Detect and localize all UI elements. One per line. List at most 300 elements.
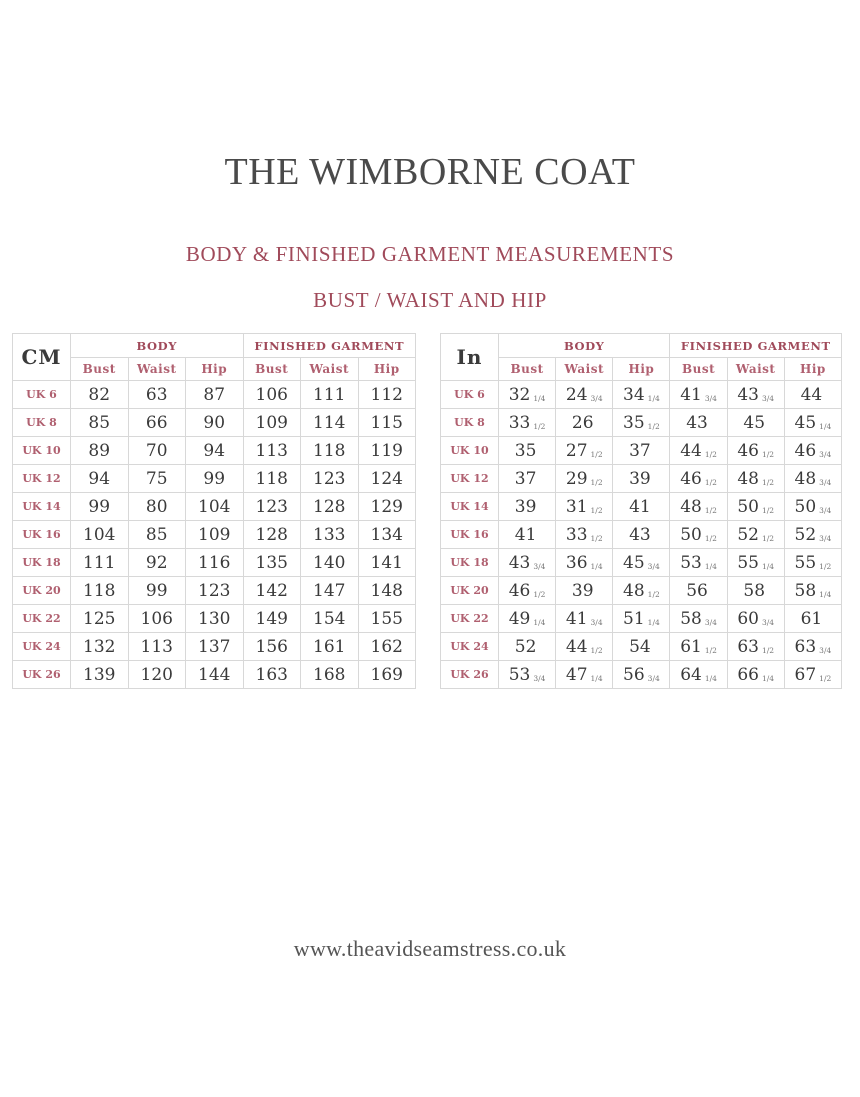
- whole-value: 66: [737, 664, 759, 685]
- measurement-cell: [727, 465, 784, 493]
- whole-value: 39: [571, 580, 594, 601]
- whole-value: 63: [737, 636, 759, 657]
- whole-value: 60: [737, 608, 759, 629]
- fraction-value: 3/4: [761, 393, 775, 403]
- table-row: [13, 605, 416, 633]
- measurement-cell: 132: [71, 633, 129, 661]
- size-label: UK 24: [13, 633, 71, 661]
- measurement-cell: [670, 381, 727, 409]
- measurement-cell: [727, 633, 784, 661]
- document-subtitle-measurements: BUST / WAIST AND HIP: [313, 288, 547, 312]
- column-header-bust: Bust: [71, 358, 129, 381]
- measurement-cell: 155: [358, 605, 416, 633]
- fraction-value: 3/4: [590, 393, 603, 403]
- fraction-value: 3/4: [819, 505, 832, 515]
- measurement-cell: [499, 437, 556, 465]
- measurement-cell: 75: [128, 465, 186, 493]
- unit-label: In: [441, 334, 499, 381]
- whole-value: 45: [794, 412, 817, 433]
- measurement-cell: 116: [186, 549, 244, 577]
- measurement-cell: [499, 605, 556, 633]
- group-header-body: BODY: [71, 334, 244, 358]
- fraction-value: 1/2: [704, 449, 717, 459]
- measurement-cell: [556, 661, 613, 689]
- size-label: UK 12: [441, 465, 499, 493]
- measurement-cell: 120: [128, 661, 186, 689]
- measurement-cell: [727, 521, 784, 549]
- whole-value: 37: [629, 440, 651, 461]
- fraction-value: 3/4: [819, 533, 832, 543]
- whole-value: 35: [623, 412, 645, 433]
- table-row: [441, 549, 842, 577]
- fraction-value: 3/4: [533, 561, 546, 571]
- measurement-cell: 70: [128, 437, 186, 465]
- whole-value: 34: [623, 384, 645, 405]
- measurement-cell: [784, 549, 841, 577]
- measurement-cell: 111: [71, 549, 129, 577]
- measurement-cell: [784, 577, 841, 605]
- whole-value: 48: [680, 496, 702, 517]
- fraction-value: 3/4: [590, 617, 603, 627]
- size-label: UK 26: [13, 661, 71, 689]
- table-row: [13, 493, 416, 521]
- column-header-row: [13, 358, 416, 381]
- fraction-value: 1/4: [647, 393, 660, 403]
- whole-value: 35: [514, 440, 537, 461]
- column-header-bust: Bust: [499, 358, 556, 381]
- whole-value: 50: [680, 524, 702, 545]
- measurement-cell: [613, 437, 670, 465]
- whole-value: 53: [508, 664, 531, 685]
- whole-value: 46: [794, 440, 817, 461]
- measurement-cell: 163: [243, 661, 301, 689]
- measurement-cell: [784, 381, 841, 409]
- size-label: UK 14: [13, 493, 71, 521]
- whole-value: 51: [623, 608, 645, 629]
- measurement-cell: [613, 381, 670, 409]
- fraction-value: 1/2: [704, 645, 717, 655]
- measurement-cell: 109: [243, 409, 301, 437]
- whole-value: 48: [737, 468, 759, 489]
- whole-value: 47: [565, 664, 588, 685]
- fraction-value: 3/4: [819, 477, 832, 487]
- size-label: UK 10: [441, 437, 499, 465]
- size-label: UK 6: [441, 381, 499, 409]
- whole-value: 43: [686, 412, 708, 433]
- column-header-waist: Waist: [727, 358, 784, 381]
- whole-value: 41: [514, 524, 537, 545]
- fraction-value: 1/4: [704, 561, 717, 571]
- whole-value: 44: [680, 440, 702, 461]
- whole-value: 44: [800, 384, 823, 405]
- measurement-cell: 109: [186, 521, 244, 549]
- fraction-value: 1/2: [761, 645, 775, 655]
- table-row: [13, 661, 416, 689]
- measurement-cell: [613, 605, 670, 633]
- table-row: [13, 549, 416, 577]
- measurement-cell: 82: [71, 381, 129, 409]
- measurement-cell: 133: [301, 521, 359, 549]
- measurement-cell: 134: [358, 521, 416, 549]
- fraction-value: 1/2: [533, 421, 546, 431]
- whole-value: 53: [680, 552, 702, 573]
- whole-value: 43: [508, 552, 531, 573]
- measurement-cell: 137: [186, 633, 244, 661]
- whole-value: 41: [680, 384, 702, 405]
- measurement-cell: [727, 605, 784, 633]
- measurement-cell: 123: [186, 577, 244, 605]
- fraction-value: 1/4: [590, 673, 603, 683]
- measurement-cell: [784, 409, 841, 437]
- group-header-finished-garment: FINISHED GARMENT: [243, 334, 416, 358]
- whole-value: 46: [737, 440, 759, 461]
- measurement-cell: [556, 605, 613, 633]
- measurement-cell: [613, 549, 670, 577]
- measurement-cell: [499, 661, 556, 689]
- fraction-value: 3/4: [647, 673, 660, 683]
- whole-value: 33: [508, 412, 531, 433]
- table-row: [441, 521, 842, 549]
- size-label: UK 8: [441, 409, 499, 437]
- size-label: UK 12: [13, 465, 71, 493]
- group-header-finished-garment: FINISHED GARMENT: [670, 334, 842, 358]
- fraction-value: 3/4: [533, 673, 546, 683]
- table-row: [441, 493, 842, 521]
- fraction-value: 1/2: [819, 561, 832, 571]
- whole-value: 48: [623, 580, 645, 601]
- measurement-cell: 111: [301, 381, 359, 409]
- whole-value: 32: [508, 384, 531, 405]
- fraction-value: 1/2: [590, 645, 603, 655]
- measurement-cell: [556, 409, 613, 437]
- whole-value: 64: [680, 664, 702, 685]
- column-header-waist: Waist: [128, 358, 186, 381]
- measurement-cell: 135: [243, 549, 301, 577]
- whole-value: 36: [565, 552, 588, 573]
- whole-value: 48: [794, 468, 817, 489]
- whole-value: 29: [565, 468, 588, 489]
- measurement-cell: [556, 549, 613, 577]
- measurement-cell: 63: [128, 381, 186, 409]
- whole-value: 24: [565, 384, 588, 405]
- fraction-value: 1/2: [704, 533, 717, 543]
- table-row: [441, 661, 842, 689]
- measurement-cell: [499, 633, 556, 661]
- size-label: UK 16: [13, 521, 71, 549]
- measurement-cell: [556, 381, 613, 409]
- fraction-value: 1/4: [761, 561, 775, 571]
- table-row: [441, 465, 842, 493]
- fraction-value: 1/4: [647, 617, 660, 627]
- measurement-cell: 144: [186, 661, 244, 689]
- measurement-cell: 147: [301, 577, 359, 605]
- whole-value: 55: [737, 552, 759, 573]
- size-label: UK 20: [441, 577, 499, 605]
- size-label: UK 20: [13, 577, 71, 605]
- measurement-cell: [556, 493, 613, 521]
- measurement-cell: 87: [186, 381, 244, 409]
- whole-value: 56: [686, 580, 708, 601]
- size-label: UK 24: [441, 633, 499, 661]
- fraction-value: 1/2: [647, 421, 660, 431]
- column-header-waist: Waist: [556, 358, 613, 381]
- fraction-value: 1/2: [533, 589, 546, 599]
- whole-value: 43: [737, 384, 759, 405]
- fraction-value: 3/4: [819, 449, 832, 459]
- document-subtitle: BODY & FINISHED GARMENT MEASUREMENTS: [185, 242, 675, 266]
- measurement-cell: [784, 661, 841, 689]
- whole-value: 61: [680, 636, 702, 657]
- whole-value: 58: [680, 608, 702, 629]
- whole-value: 52: [794, 524, 817, 545]
- whole-value: 33: [565, 524, 588, 545]
- measurement-cell: [556, 437, 613, 465]
- whole-value: 52: [737, 524, 759, 545]
- measurement-cell: 130: [186, 605, 244, 633]
- column-header-waist: Waist: [301, 358, 359, 381]
- measurement-cell: 118: [71, 577, 129, 605]
- whole-value: 26: [571, 412, 594, 433]
- measurement-cell: [727, 493, 784, 521]
- table-row: [13, 381, 416, 409]
- measurement-cell: 106: [243, 381, 301, 409]
- measurement-cell: [784, 493, 841, 521]
- measurement-cell: [670, 633, 727, 661]
- size-label: UK 22: [13, 605, 71, 633]
- measurement-cell: 115: [358, 409, 416, 437]
- measurement-cell: [556, 465, 613, 493]
- measurement-cell: 154: [301, 605, 359, 633]
- table-row: [441, 437, 842, 465]
- measurement-cell: 104: [186, 493, 244, 521]
- measurement-cell: 139: [71, 661, 129, 689]
- measurement-cell: 148: [358, 577, 416, 605]
- measurement-cell: 142: [243, 577, 301, 605]
- table-row: [13, 577, 416, 605]
- table-body: [13, 381, 416, 689]
- whole-value: 45: [623, 552, 645, 573]
- size-label: UK 16: [441, 521, 499, 549]
- measurement-cell: [670, 465, 727, 493]
- fraction-value: 1/2: [647, 589, 660, 599]
- fraction-value: 1/2: [704, 505, 717, 515]
- whole-value: 58: [794, 580, 817, 601]
- fraction-value: 1/4: [819, 589, 832, 599]
- whole-value: 67: [794, 664, 817, 685]
- fraction-value: 3/4: [819, 645, 832, 655]
- column-header-bust: Bust: [670, 358, 727, 381]
- measurement-cell: 123: [243, 493, 301, 521]
- measurement-cell: [784, 437, 841, 465]
- measurement-cell: 124: [358, 465, 416, 493]
- whole-value: 43: [629, 524, 651, 545]
- fraction-value: 1/2: [590, 533, 603, 543]
- fraction-value: 1/2: [761, 505, 775, 515]
- measurement-cell: 118: [243, 465, 301, 493]
- measurement-cell: 129: [358, 493, 416, 521]
- measurement-cell: [670, 409, 727, 437]
- column-header-hip: Hip: [784, 358, 841, 381]
- measurement-cell: [784, 605, 841, 633]
- measurement-cell: [499, 465, 556, 493]
- measurement-cell: 113: [243, 437, 301, 465]
- whole-value: 55: [794, 552, 817, 573]
- measurement-cell: 161: [301, 633, 359, 661]
- column-header-bust: Bust: [243, 358, 301, 381]
- table-row: [13, 633, 416, 661]
- whole-value: 41: [629, 496, 651, 517]
- size-label: UK 22: [441, 605, 499, 633]
- measurement-cell: 169: [358, 661, 416, 689]
- measurement-cell: [556, 633, 613, 661]
- fraction-value: 1/2: [590, 505, 603, 515]
- size-label: UK 8: [13, 409, 71, 437]
- whole-value: 39: [514, 496, 537, 517]
- measurement-cell: [613, 521, 670, 549]
- table-row: [441, 577, 842, 605]
- size-label: UK 10: [13, 437, 71, 465]
- measurement-cell: [727, 577, 784, 605]
- measurement-cell: [670, 493, 727, 521]
- measurement-cell: [556, 521, 613, 549]
- measurement-cell: [727, 549, 784, 577]
- measurement-cell: [670, 549, 727, 577]
- measurement-cell: [613, 633, 670, 661]
- measurement-cell: 156: [243, 633, 301, 661]
- table-row: [13, 409, 416, 437]
- measurement-cell: [784, 465, 841, 493]
- measurement-cell: 140: [301, 549, 359, 577]
- size-label: UK 6: [13, 381, 71, 409]
- fraction-value: 3/4: [647, 561, 660, 571]
- measurement-cell: [670, 661, 727, 689]
- fraction-value: 1/2: [761, 449, 775, 459]
- whole-value: 52: [514, 636, 537, 657]
- measurement-cell: [499, 381, 556, 409]
- measurement-cell: [613, 661, 670, 689]
- fraction-value: 1/4: [704, 673, 717, 683]
- measurement-cell: [727, 381, 784, 409]
- unit-label: CM: [13, 334, 71, 381]
- measurement-cell: 80: [128, 493, 186, 521]
- whole-value: 50: [737, 496, 759, 517]
- whole-value: 54: [629, 636, 651, 657]
- measurement-cell: 128: [243, 521, 301, 549]
- measurement-cell: 113: [128, 633, 186, 661]
- measurement-cell: 85: [128, 521, 186, 549]
- whole-value: 27: [565, 440, 588, 461]
- measurement-cell: [727, 409, 784, 437]
- whole-value: 45: [743, 412, 766, 433]
- whole-value: 46: [680, 468, 702, 489]
- whole-value: 49: [508, 608, 531, 629]
- website-url: www.theavidseamstress.co.uk: [293, 936, 567, 961]
- fraction-value: 3/4: [704, 393, 717, 403]
- size-label: UK 18: [441, 549, 499, 577]
- whole-value: 41: [565, 608, 588, 629]
- fraction-value: 1/4: [819, 421, 832, 431]
- measurement-cell: [613, 409, 670, 437]
- measurement-cell: 119: [358, 437, 416, 465]
- measurement-cell: [499, 409, 556, 437]
- fraction-value: 1/2: [590, 449, 603, 459]
- measurement-cell: [727, 661, 784, 689]
- fraction-value: 1/2: [704, 477, 717, 487]
- size-label: UK 18: [13, 549, 71, 577]
- measurement-cell: 168: [301, 661, 359, 689]
- measurement-cell: [613, 493, 670, 521]
- measurement-cell: [613, 577, 670, 605]
- measurement-cell: 99: [186, 465, 244, 493]
- fraction-value: 1/2: [819, 673, 832, 683]
- measurement-cell: 118: [301, 437, 359, 465]
- measurement-cell: [670, 521, 727, 549]
- column-header-hip: Hip: [186, 358, 244, 381]
- measurement-cell: 125: [71, 605, 129, 633]
- whole-value: 46: [508, 580, 531, 601]
- fraction-value: 1/4: [590, 561, 603, 571]
- measurement-cell: 123: [301, 465, 359, 493]
- measurement-cell: 112: [358, 381, 416, 409]
- measurement-cell: [499, 577, 556, 605]
- size-label: UK 26: [441, 661, 499, 689]
- measurement-cell: 104: [71, 521, 129, 549]
- whole-value: 39: [629, 468, 651, 489]
- measurement-cell: 114: [301, 409, 359, 437]
- measurement-cell: 99: [128, 577, 186, 605]
- measurement-cell: 149: [243, 605, 301, 633]
- whole-value: 44: [565, 636, 588, 657]
- measurement-cell: [670, 577, 727, 605]
- measurement-cell: 162: [358, 633, 416, 661]
- table-row: [441, 605, 842, 633]
- fraction-value: 3/4: [761, 617, 775, 627]
- measurement-cell: [613, 465, 670, 493]
- column-header-hip: Hip: [613, 358, 670, 381]
- column-header-hip: Hip: [358, 358, 416, 381]
- measurement-cell: [499, 493, 556, 521]
- measurement-cell: 90: [186, 409, 244, 437]
- whole-value: 37: [514, 468, 537, 489]
- whole-value: 56: [623, 664, 645, 685]
- measurement-cell: [784, 633, 841, 661]
- inch-size-table: [440, 333, 842, 689]
- table-row: [13, 465, 416, 493]
- fraction-value: 1/2: [761, 533, 775, 543]
- whole-value: 63: [794, 636, 817, 657]
- measurement-cell: 141: [358, 549, 416, 577]
- measurement-cell: [499, 549, 556, 577]
- column-header-row: [441, 358, 842, 381]
- fraction-value: 1/2: [590, 477, 603, 487]
- measurement-cell: 94: [186, 437, 244, 465]
- measurement-cell: [784, 521, 841, 549]
- measurement-cell: 85: [71, 409, 129, 437]
- table-row: [441, 633, 842, 661]
- measurement-cell: 99: [71, 493, 129, 521]
- table-row: [441, 381, 842, 409]
- fraction-value: 3/4: [704, 617, 717, 627]
- fraction-value: 1/4: [761, 673, 775, 683]
- measurement-cell: 128: [301, 493, 359, 521]
- size-label: UK 14: [441, 493, 499, 521]
- whole-value: 50: [794, 496, 817, 517]
- measurement-cell: 106: [128, 605, 186, 633]
- measurement-cell: [727, 437, 784, 465]
- measurement-cell: 94: [71, 465, 129, 493]
- measurement-cell: [670, 437, 727, 465]
- fraction-value: 1/2: [761, 477, 775, 487]
